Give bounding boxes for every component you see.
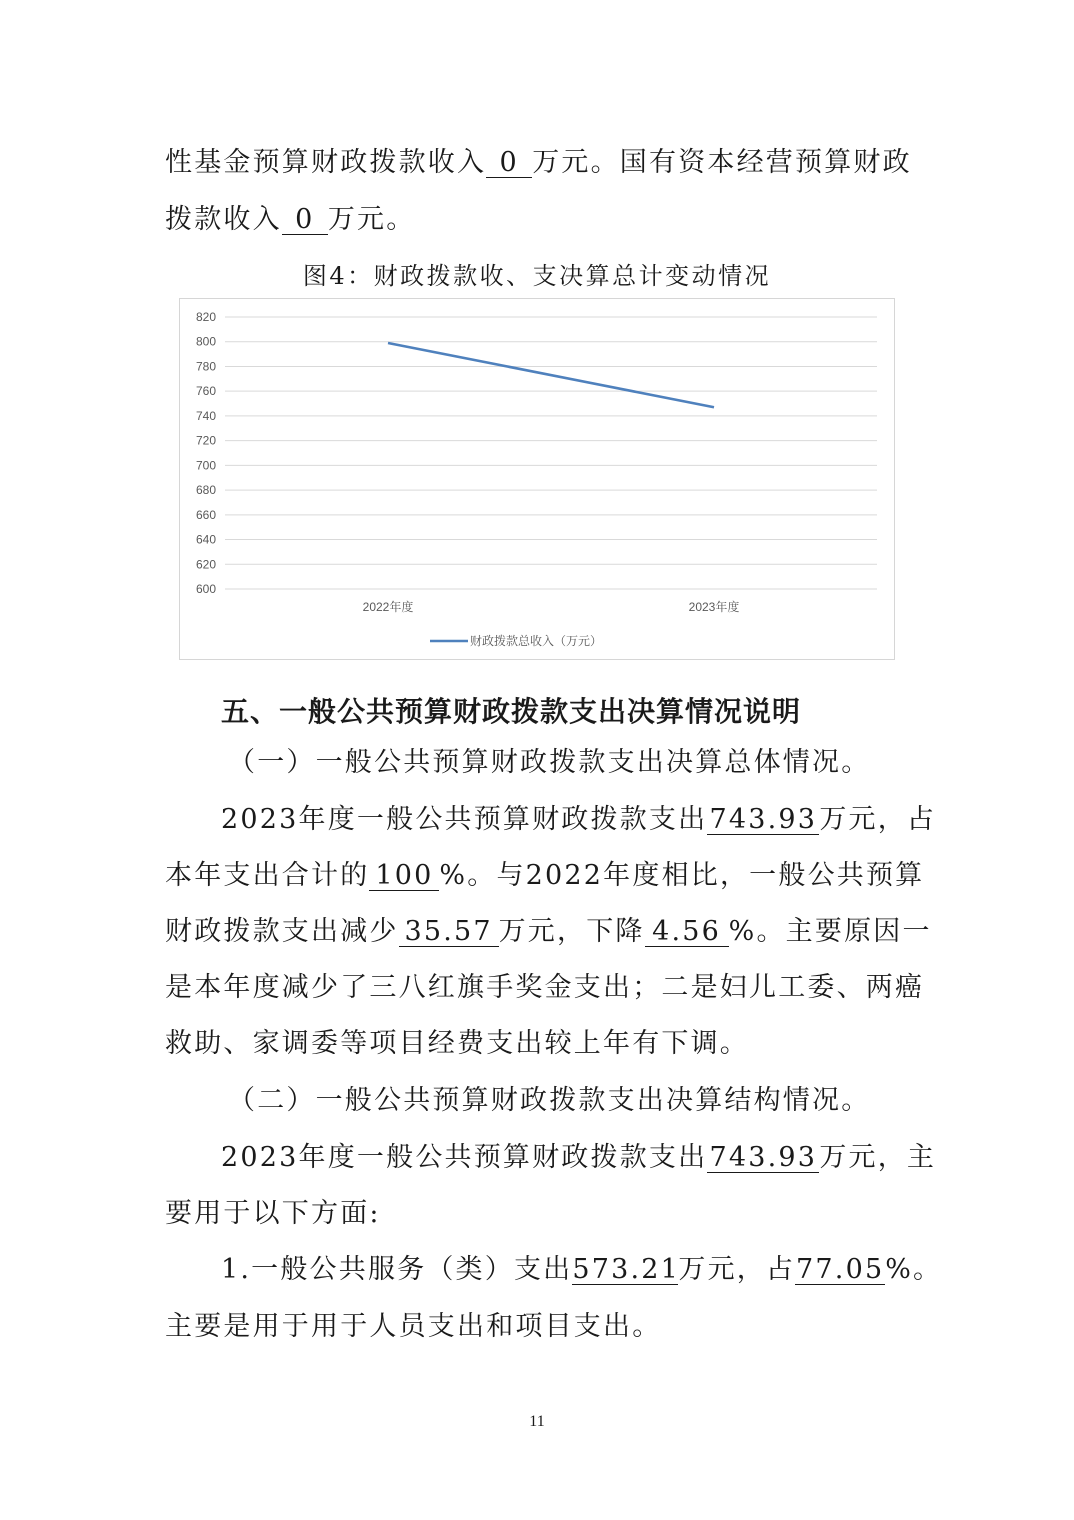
text: 2023年度一般公共预算财政拨款支出 <box>221 1142 708 1173</box>
subheading-1 <box>228 740 870 779</box>
value-underlined: 0 <box>282 206 328 235</box>
text: 本年支出合计的 <box>165 860 370 891</box>
text: 万元。国有资本经营预算财政 <box>532 147 912 178</box>
value-underlined: 35.57 <box>399 918 499 947</box>
text: %。与2022年度相比，一般公共预算 <box>439 860 925 891</box>
para-line-9 <box>165 1191 381 1230</box>
x-tick-label: 2023年度 <box>688 600 740 614</box>
text: %。主要原因一 <box>728 916 932 947</box>
y-tick-label: 800 <box>195 334 216 349</box>
para-line-11 <box>165 1304 661 1343</box>
text: 万元，占 <box>819 804 937 835</box>
value-underlined: 100 <box>369 862 439 891</box>
text: %。 <box>885 1254 943 1285</box>
y-tick-label: 820 <box>195 310 216 324</box>
y-tick-label: 760 <box>195 384 216 399</box>
text: （二）一般公共预算财政拨款支出决算结构情况。 <box>228 1085 871 1116</box>
value-underlined: 573.21 <box>572 1254 681 1285</box>
text: （一）一般公共预算财政拨款支出决算总体情况。 <box>228 747 871 778</box>
para-line-5 <box>165 909 932 948</box>
text: 1.一般公共服务（类）支出 <box>221 1254 573 1285</box>
y-tick-label: 720 <box>195 433 216 448</box>
legend-label: 财政拨款总收入（万元） <box>470 634 603 648</box>
para-line-8 <box>221 1135 936 1174</box>
para-line-7 <box>165 1021 749 1060</box>
text: 2023年度一般公共预算财政拨款支出 <box>221 804 708 835</box>
text: 万元。 <box>327 204 416 235</box>
para-line-2 <box>165 197 415 236</box>
text: 救助、家调委等项目经费支出较上年有下调。 <box>165 1028 749 1059</box>
y-tick-label: 700 <box>195 458 216 473</box>
value-underlined: 743.93 <box>707 806 819 835</box>
para-line-4 <box>165 853 924 892</box>
y-tick-label: 620 <box>195 557 216 572</box>
value-underlined: 4.56 <box>645 918 729 947</box>
x-tick-label: 2022年度 <box>362 600 414 614</box>
text: 要用于以下方面: <box>165 1198 381 1229</box>
para-line-1 <box>165 140 912 179</box>
value-underlined: 743.93 <box>707 1144 819 1173</box>
line-chart <box>179 298 895 660</box>
chart-svg <box>180 299 896 661</box>
para-line-10 <box>221 1247 942 1286</box>
subheading-2 <box>228 1078 870 1117</box>
text: 万元，下降 <box>498 916 645 947</box>
text: 财政拨款支出减少 <box>165 916 399 947</box>
text: 万元，占 <box>678 1254 796 1285</box>
text: 主要是用于用于人员支出和项目支出。 <box>165 1311 662 1342</box>
para-line-6 <box>165 965 924 1004</box>
text: 拨款收入 <box>165 204 282 235</box>
value-underlined: 77.05 <box>796 1254 885 1285</box>
text: 是本年度减少了三八红旗手奖金支出；二是妇儿工委、两癌 <box>165 972 925 1003</box>
y-tick-label: 640 <box>195 532 216 547</box>
section-heading: 五、一般公共预算财政拨款支出决算情况说明 <box>221 695 802 728</box>
value-underlined: 0 <box>486 149 532 178</box>
series-line <box>388 343 714 407</box>
y-tick-label: 600 <box>195 582 216 596</box>
y-tick-label: 660 <box>195 507 216 522</box>
page-number: 11 <box>529 1413 545 1430</box>
y-tick-label: 740 <box>195 408 216 423</box>
para-line-3 <box>221 797 936 836</box>
text: 万元，主 <box>819 1142 937 1173</box>
y-tick-label: 780 <box>195 359 216 374</box>
text: 性基金预算财政拨款收入 <box>165 147 487 178</box>
y-tick-label: 680 <box>195 483 216 498</box>
figure-caption: 图4：财政拨款收、支决算总计变动情况 <box>302 262 772 290</box>
